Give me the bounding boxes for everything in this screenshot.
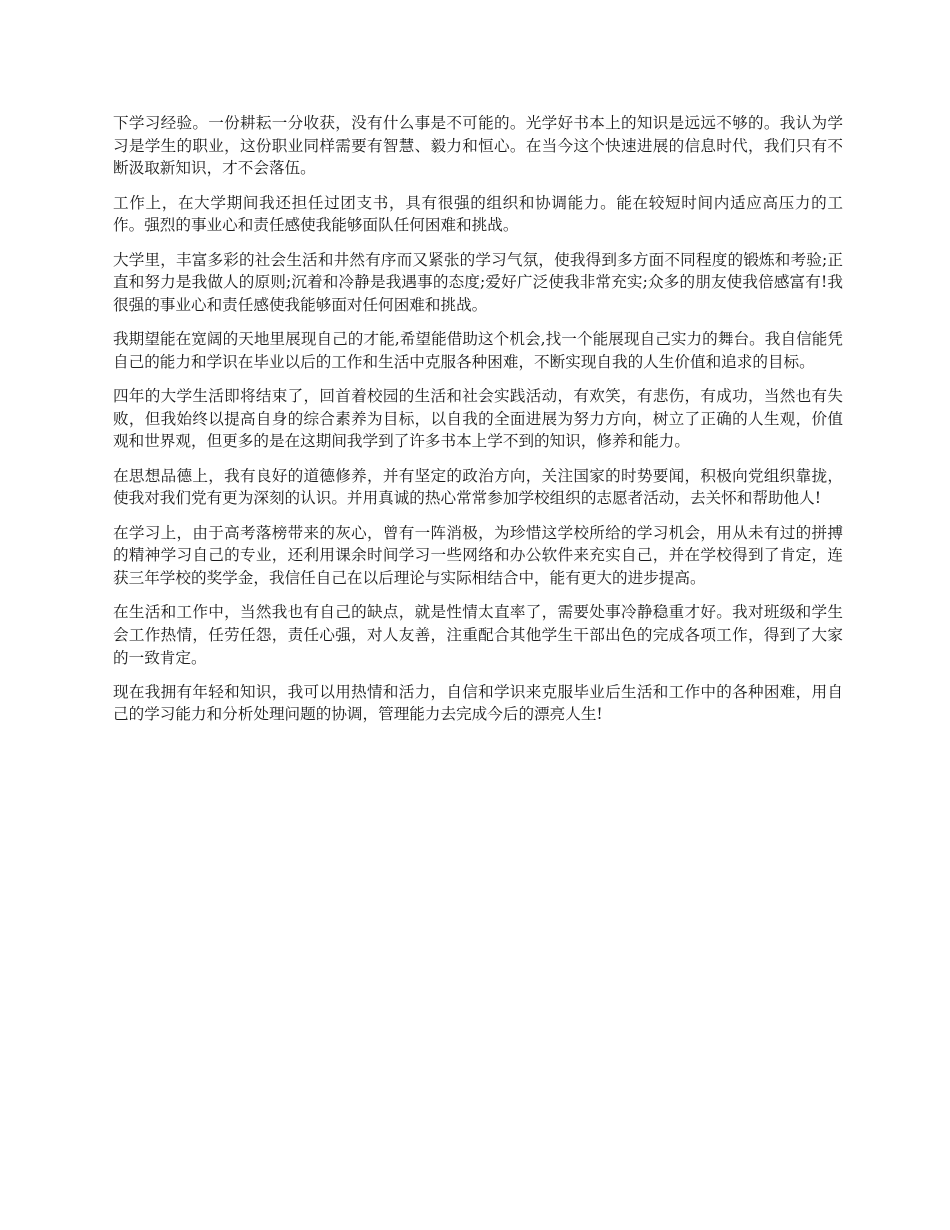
paragraph-6: 在思想品德上，我有良好的道德修养，并有坚定的政治方向，关注国家的时势要闻，积极向党组织靠拢，使我对我们党有更为深刻的认识。并用真诚的热心常常参加学校组织的志愿者活动，去关怀和帮助他人! xyxy=(113,466,843,508)
paragraph-2: 工作上，在大学期间我还担任过团支书，具有很强的组织和协调能力。能在较短时间内适应高压力的工作。强烈的事业心和责任感使我能够面队任何困难和挑战。 xyxy=(113,193,843,235)
paragraph-5: 四年的大学生活即将结束了，回首着校园的生活和社会实践活动，有欢笑，有悲伤，有成功，当然也有失败，但我始终以提高自身的综合素养为目标，以自我的全面进展为努力方向，树立了正确的人生观，价值观和世界观，但更多的是在这期间我学到了许多书本上学不到的知识，修养和能力。 xyxy=(113,387,843,451)
paragraph-1: 下学习经验。一份耕耘一分收获，没有什么事是不可能的。光学好书本上的知识是远远不够的。我认为学习是学生的职业，这份职业同样需要有智慧、毅力和恒心。在当今这个快速进展的信息时代，我们只有不断汲取新知识，才不会落伍。 xyxy=(113,114,843,178)
paragraph-8: 在生活和工作中，当然我也有自己的缺点，就是性情太直率了，需要处事冷静稳重才好。我对班级和学生会工作热情，任劳任怨，责任心强，对人友善，注重配合其他学生干部出色的完成各项工作，得到了大家的一致肯定。 xyxy=(113,603,843,667)
paragraph-9: 现在我拥有年轻和知识，我可以用热情和活力，自信和学识来克服毕业后生活和工作中的各种困难，用自己的学习能力和分析处理问题的协调，管理能力去完成今后的漂亮人生! xyxy=(113,682,843,724)
document-page xyxy=(113,112,843,738)
paragraph-7: 在学习上，由于高考落榜带来的灰心，曾有一阵消极，为珍惜这学校所给的学习机会，用从未有过的拼搏的精神学习自己的专业，还利用课余时间学习一些网络和办公软件来充实自己，并在学校得到了肯定，连获三年学校的奖学金，我信任自己在以后理论与实际相结合中，能有更大的进步提高。 xyxy=(113,523,843,587)
paragraph-4: 我期望能在宽阔的天地里展现自己的才能,希望能借助这个机会,找一个能展现自己实力的舞台。我自信能凭自己的能力和学识在毕业以后的工作和生活中克服各种困难，不断实现自我的人生价值和追求的目标。 xyxy=(113,330,843,371)
paragraph-3: 大学里，丰富多彩的社会生活和井然有序而又紧张的学习气氛，使我得到多方面不同程度的锻炼和考验;正直和努力是我做人的原则;沉着和冷静是我遇事的态度;爱好广泛使我非常充实;众多的朋友使我倍感富有!我很强的事业心和责任感使我能够面对任何困难和挑战。 xyxy=(113,250,843,314)
